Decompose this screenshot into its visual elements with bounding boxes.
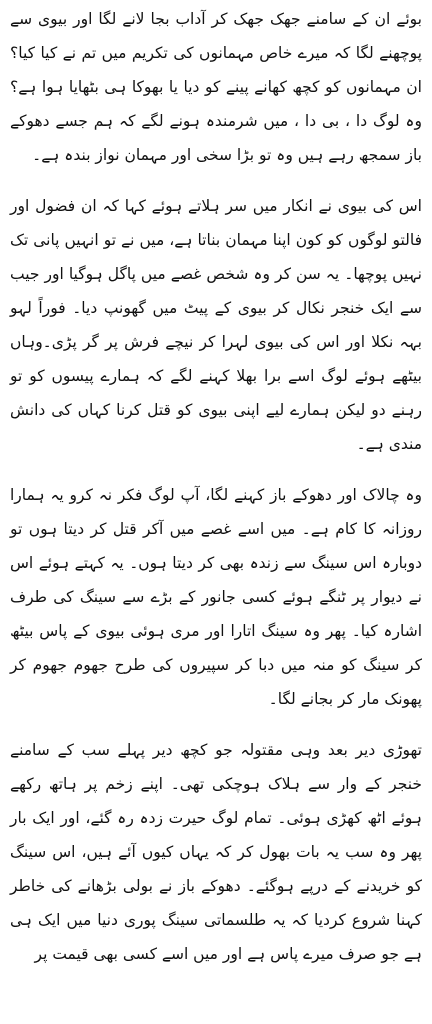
- paragraph: وہ چالاک اور دھوکے باز کہنے لگا، آپ لوگ فکر نہ کرو یہ ہمارا روزانہ کا کام ہے۔ میں اسے غصے میں آکر قتل کر دیتا ہوں تو دوبارہ اس سینگ سے زندہ بھی کر دیتا ہوں۔ یہ کہتے ہوئے اس نے دیوار پر ٹنگے ہوئے کسی جانور کے بڑے سے سینگ کی طرف اشارہ کیا۔ پھر وہ سینگ اتارا اور مری ہوئی بیوی کے پاس بیٹھ کر سینگ کو منہ میں دبا کر سپیروں کی طرح جھوم جھوم کر پھونک مار کر بجانے لگا۔: [10, 486, 422, 708]
- paragraph: اس کی بیوی نے انکار میں سر ہلاتے ہوئے کہا کہ ان فضول اور فالتو لوگوں کو کون اپنا مہمان بناتا ہے، میں نے تو انہیں پانی تک نہیں پوچھا۔ یہ سن کر وہ شخص غصے میں پاگل ہوگیا اور جیب سے ایک خنجر نکال کر بیوی کے پیٹ میں گھونپ دیا۔ فوراً لہو بہہ نکلا اور اس کی بیوی لہرا کر نیچے فرش پر گر پڑی۔وہاں بیٹھے ہوئے لوگ اسے برا بھلا کہنے لگے کہ ہمارے پیسوں کو تو رہنے دو لیکن ہمارے لیے اپنی بیوی کو قتل کرنا کہاں کی دانش مندی ہے۔: [10, 197, 422, 453]
- paragraph: بوئے ان کے سامنے جھک جھک کر آداب بجا لانے لگا اور بیوی سے پوچھنے لگا کہ میرے خاص مہمانوں کی تکریم میں تم نے کیا کیا؟ ان مہمانوں کو کچھ کھانے پینے کو دیا یا بھوکا ہی بٹھایا ہوا ہے؟وہ لوگ دا ، بی دا ، میں شرمندہ ہونے لگے کہ ہم جسے دھوکے باز سمجھ رہے ہیں وہ تو بڑا سخی اور مہمان نواز بندہ ہے۔: [10, 10, 422, 164]
- paragraph: تھوڑی دیر بعد وہی مقتولہ جو کچھ دیر پہلے سب کے سامنے خنجر کے وار سے ہلاک ہوچکی تھی۔ اپنے زخم پر ہاتھ رکھے ہوئے اٹھ کھڑی ہوئی۔ تمام لوگ حیرت زدہ رہ گئے، اور ایک بار پھر وہ سب یہ بات بھول کر کہ یہاں کیوں آئے ہیں، اس سینگ کو خریدنے کے درپے ہوگئے۔ دھوکے باز نے بولی بڑھانے کی خاطر کہنا شروع کردیا کہ یہ طلسماتی سینگ پوری دنیا میں ایک ہی ہے جو صرف میرے پاس ہے اور میں اسے کسی بھی قیمت پر: [10, 741, 422, 963]
